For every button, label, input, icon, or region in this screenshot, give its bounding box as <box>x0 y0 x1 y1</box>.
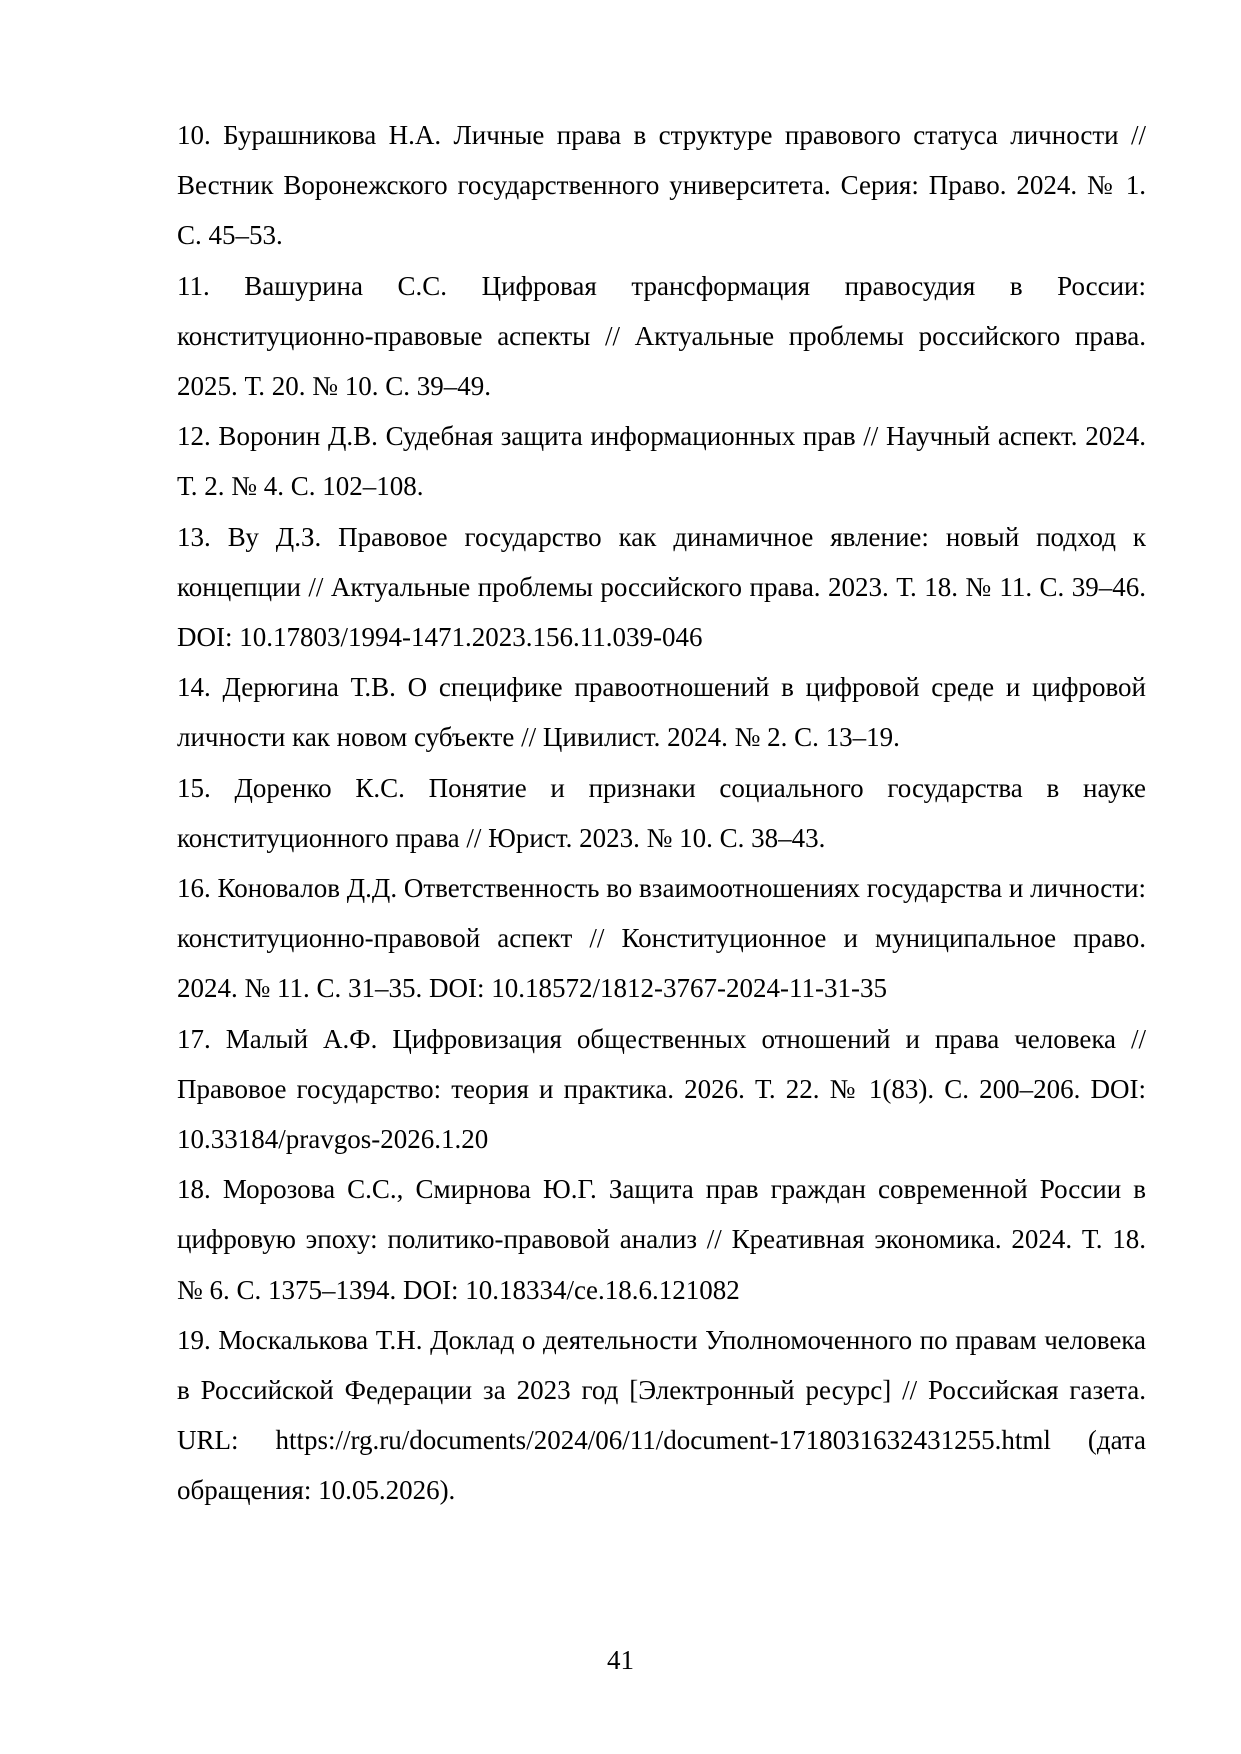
reference-item: 10. Бурашникова Н.А. Личные права в структуре правового статуса личности // Вестник Воронежского государственного университета. Серия: Право. 2024. № 1. С. 45–53. <box>177 120 1146 251</box>
reference-item: 15. Доренко К.С. Понятие и признаки социального государства в науке конституционного права // Юрист. 2023. № 10. С. 38–43. <box>177 772 1146 853</box>
reference-item: 19. Москалькова Т.Н. Доклад о деятельности Уполномоченного по правам человека в Российской Федерации за 2023 год [Электронный ресурс] // Российская газета. URL: https://rg.ru/documents/2024/06/11/document-1718031632431255.html (дата обращения: 10.05.2026). <box>177 1324 1146 1506</box>
page-number: 41 <box>607 1645 634 1675</box>
reference-item: 14. Дерюгина Т.В. О специфике правоотношений в цифровой среде и цифровой личности как новом субъекте // Цивилист. 2024. № 2. С. 13–19. <box>177 672 1146 753</box>
reference-list <box>177 110 1146 1516</box>
reference-item: 12. Воронин Д.В. Судебная защита информационных прав // Научный аспект. 2024. Т. 2. № 4. С. 102–108. <box>177 421 1146 502</box>
reference-item: 16. Коновалов Д.Д. Ответственность во взаимоотношениях государства и личности: конституционно-правовой аспект // Конституционное и муниципальное право. 2024. № 11. С. 31–35. DOI: 10.18572/1812-3767-2024-11-31-35 <box>177 873 1146 1004</box>
reference-item: 11. Вашурина С.С. Цифровая трансформация правосудия в России: конституционно-правовые аспекты // Актуальные проблемы российского права. 2025. Т. 20. № 10. С. 39–49. <box>177 270 1146 402</box>
reference-item: 13. Ву Д.З. Правовое государство как динамичное явление: новый подход к концепции // Актуальные проблемы российского права. 2023. Т. 18. № 11. С. 39–46. DOI: 10.17803/1994-1471.2023.156.11.039-046 <box>177 521 1146 653</box>
reference-item: 18. Морозова С.С., Смирнова Ю.Г. Защита прав граждан современной России в цифровую эпоху: политико-правовой анализ // Креативная экономика. 2024. Т. 18. № 6. С. 1375–1394. DOI: 10.18334/ce.18.6.121082 <box>177 1174 1146 1305</box>
reference-item: 17. Малый А.Ф. Цифровизация общественных отношений и права человека // Правовое государство: теория и практика. 2026. Т. 22. № 1(83). С. 200–206. DOI: 10.33184/pravgos-2026.1.20 <box>177 1023 1146 1155</box>
